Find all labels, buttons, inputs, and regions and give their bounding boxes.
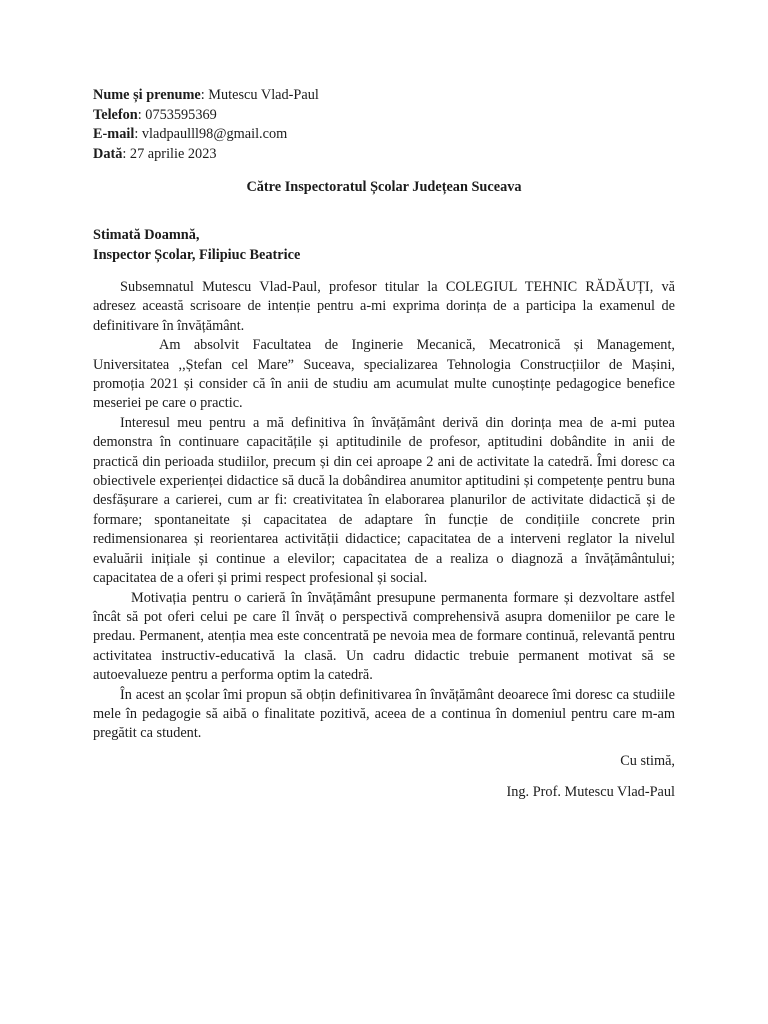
- body-paragraph-3: Interesul meu pentru a mă definitiva în învățământ derivă din dorința mea de a-mi putea demonstra în continuare capacitățile și aptitudinile de profesor, aptitudini dobândite in anii de practică din perioada studiilor, precum și din cei aproape 2 ani de activitate la catedră. Îmi doresc ca obiectivele experienței didactice să ducă la dobândirea anumitor aptitudini și competențe pentru buna desfășurare a carierei, cum ar fi: creativitatea în elaborarea planurilor de activitate didactică și de formare; spontaneitate și capacitatea de adaptare în funcție de condițiile concrete prin redimensionarea și reorientarea activității didactice; capacitatea de a interveni reglator la nivelul evaluării inițiale și continue a elevilor; capacitatea de a realiza o diagnoză a învățământului; capacitatea de a oferi și primi respect profesional și social.: [93, 414, 675, 587]
- body-paragraph-4: Motivația pentru o carieră în învățământ presupune permanenta formare și dezvoltare astfel încât să pot oferi celui pe care îl învăț o perspectivă comprehensivă asupra domeniilor pe care le predau. Permanent, atenția mea este concentrată pe nevoia mea de formare continuă, relevantă pentru activitatea instructiv-educativă la clasă. Un cadru didactic trebuie permanent motivat să se autoevalueze pentru a performa optim la catedră.: [93, 589, 675, 684]
- salutation: [93, 226, 300, 265]
- salutation-addressee: Inspector Școlar, Filipiuc Beatrice: [93, 246, 301, 263]
- sender-details: [93, 86, 319, 164]
- signature-line: Ing. Prof. Mutescu Vlad-Paul: [506, 784, 675, 800]
- salutation-greeting: Stimată Doamnă,: [93, 227, 200, 243]
- date-label: Dată: [93, 145, 123, 162]
- body-paragraph-5: În acest an școlar îmi propun să obțin definitivarea în învățământ deoarece îmi doresc ca studiile mele în pedagogie să aibă o finalitate pozitivă, aceea de a continua în domeniul pentru care m-am pregătit ca student.: [93, 686, 675, 742]
- date-line: [93, 145, 319, 165]
- date-value: : 27 aprilie 2023: [122, 145, 217, 162]
- body-paragraph-1: Subsemnatul Mutescu Vlad-Paul, profesor titular la COLEGIUL TEHNIC RĂDĂUȚI, vă adresez această scrisoare de intenție pentru a-mi exprima dorința de a participa la examenul de definitivare în învățământ.: [93, 279, 675, 334]
- email-line: [93, 125, 319, 145]
- recipient-heading: Către Inspectoratul Școlar Județean Suceava: [246, 179, 522, 195]
- name-label: Nume și prenume: [93, 87, 201, 103]
- name-line: [93, 86, 319, 106]
- email-label: E-mail: [93, 126, 135, 142]
- body-paragraph-2: Am absolvit Facultatea de Inginerie Mecanică, Mecatronică și Management, Universitatea ,,Ștefan cel Mare” Suceava, specializarea Tehnologia Construcțiilor de Mașini, promoția 2021 și consider că în anii de studiu am acumulat multe cunoștințe pedagogice benefice meseriei pe care o practic.: [93, 337, 675, 412]
- phone-label: Telefon: [93, 106, 138, 123]
- email-value: : vladpaulll98@gmail.com: [134, 126, 288, 142]
- closing-phrase: Cu stimă,: [620, 753, 675, 769]
- letter-body: [93, 278, 675, 744]
- phone-line: [93, 106, 319, 126]
- name-value: : Mutescu Vlad-Paul: [200, 87, 319, 103]
- phone-value: : 0753595369: [137, 106, 217, 123]
